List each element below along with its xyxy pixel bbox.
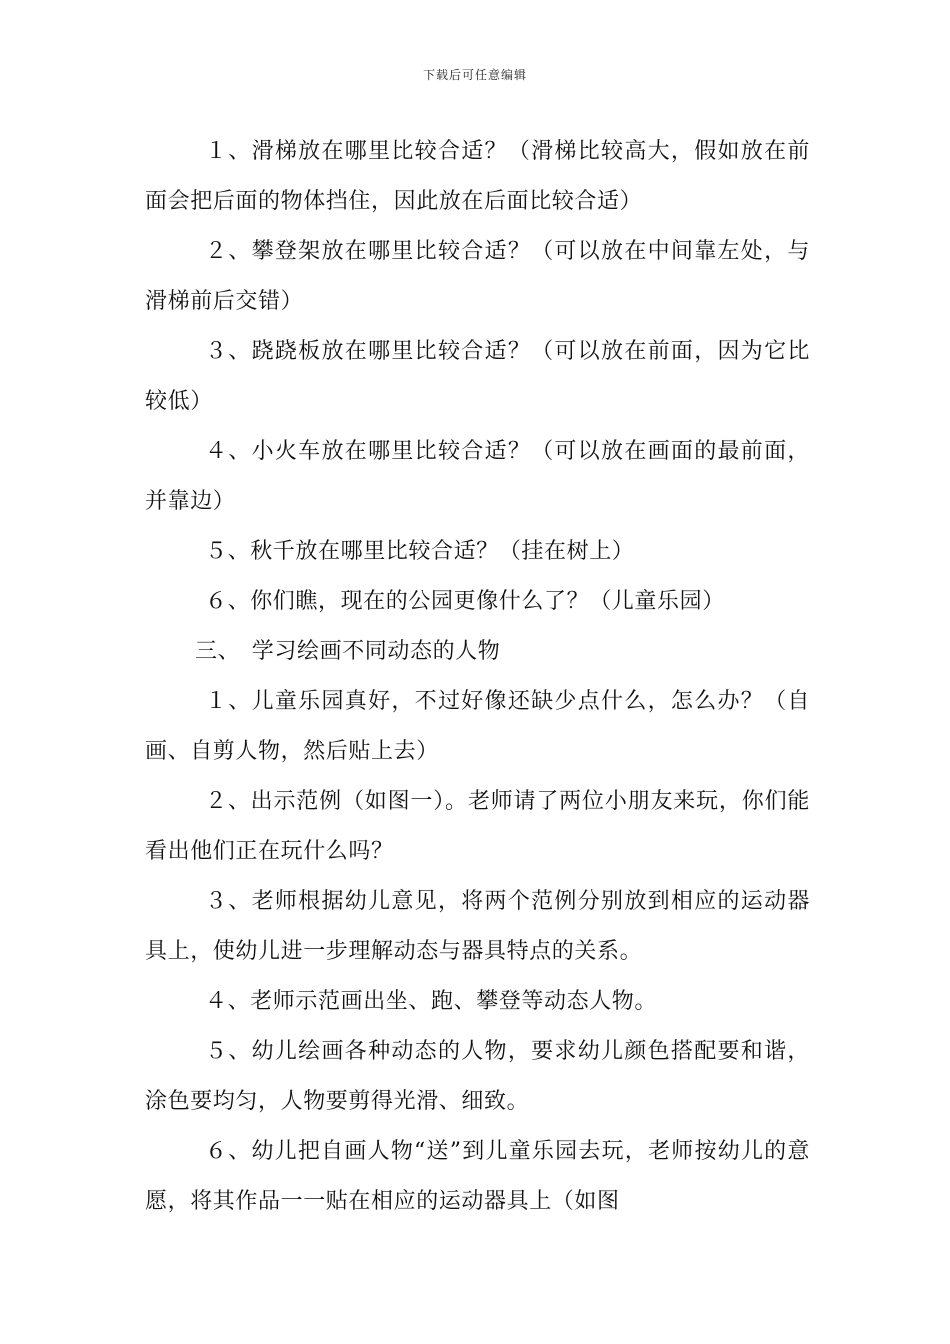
paragraph-drawing: ５、幼儿绘画各种动态的人物，要求幼儿颜色搭配要和谐，涂色要均匀，人物要剪得光滑、细致。 xyxy=(145,1039,810,1114)
page-header: 下载后可任意编辑 xyxy=(422,68,527,82)
paragraph-example: ２、出示范例（如图一）。老师请了两位小朋友来玩，你们能看出他们正在玩什么吗？ xyxy=(145,789,810,864)
paragraph-climbing-frame: ２、攀登架放在哪里比较合适？（可以放在中间靠左处，与滑梯前后交错） xyxy=(145,239,810,314)
paragraph-swing: ５、秋千放在哪里比较合适？（挂在树上） xyxy=(205,539,635,564)
paragraph-demo: ４、老师示范画出坐、跑、攀登等动态人物。 xyxy=(205,989,658,1014)
paragraph-send: ６、幼儿把自画人物“送”到儿童乐园去玩，老师按幼儿的意愿，将其作品一一贴在相应的运动器具上（如图 xyxy=(145,1139,810,1214)
paragraph-missing: １、儿童乐园真好，不过好像还缺少点什么，怎么办？（自画、自剪人物，然后贴上去） xyxy=(145,689,810,764)
paragraph-placement: ３、老师根据幼儿意见，将两个范例分别放到相应的运动器具上，使幼儿进一步理解动态与器具特点的关系。 xyxy=(145,889,810,964)
paragraph-slide: １、滑梯放在哪里比较合适？（滑梯比较高大，假如放在前面会把后面的物体挡住，因此放在后面比较合适） xyxy=(145,139,810,214)
document-body xyxy=(145,127,810,1227)
paragraph-park: ６、你们瞧，现在的公园更像什么了？（儿童乐园） xyxy=(205,589,725,614)
paragraph-train: ４、小火车放在哪里比较合适？（可以放在画面的最前面，并靠边） xyxy=(145,439,810,514)
paragraph-seesaw: ３、跷跷板放在哪里比较合适？（可以放在前面，因为它比较低） xyxy=(145,339,810,414)
section-heading: 三、 学习绘画不同动态的人物 xyxy=(195,639,501,664)
